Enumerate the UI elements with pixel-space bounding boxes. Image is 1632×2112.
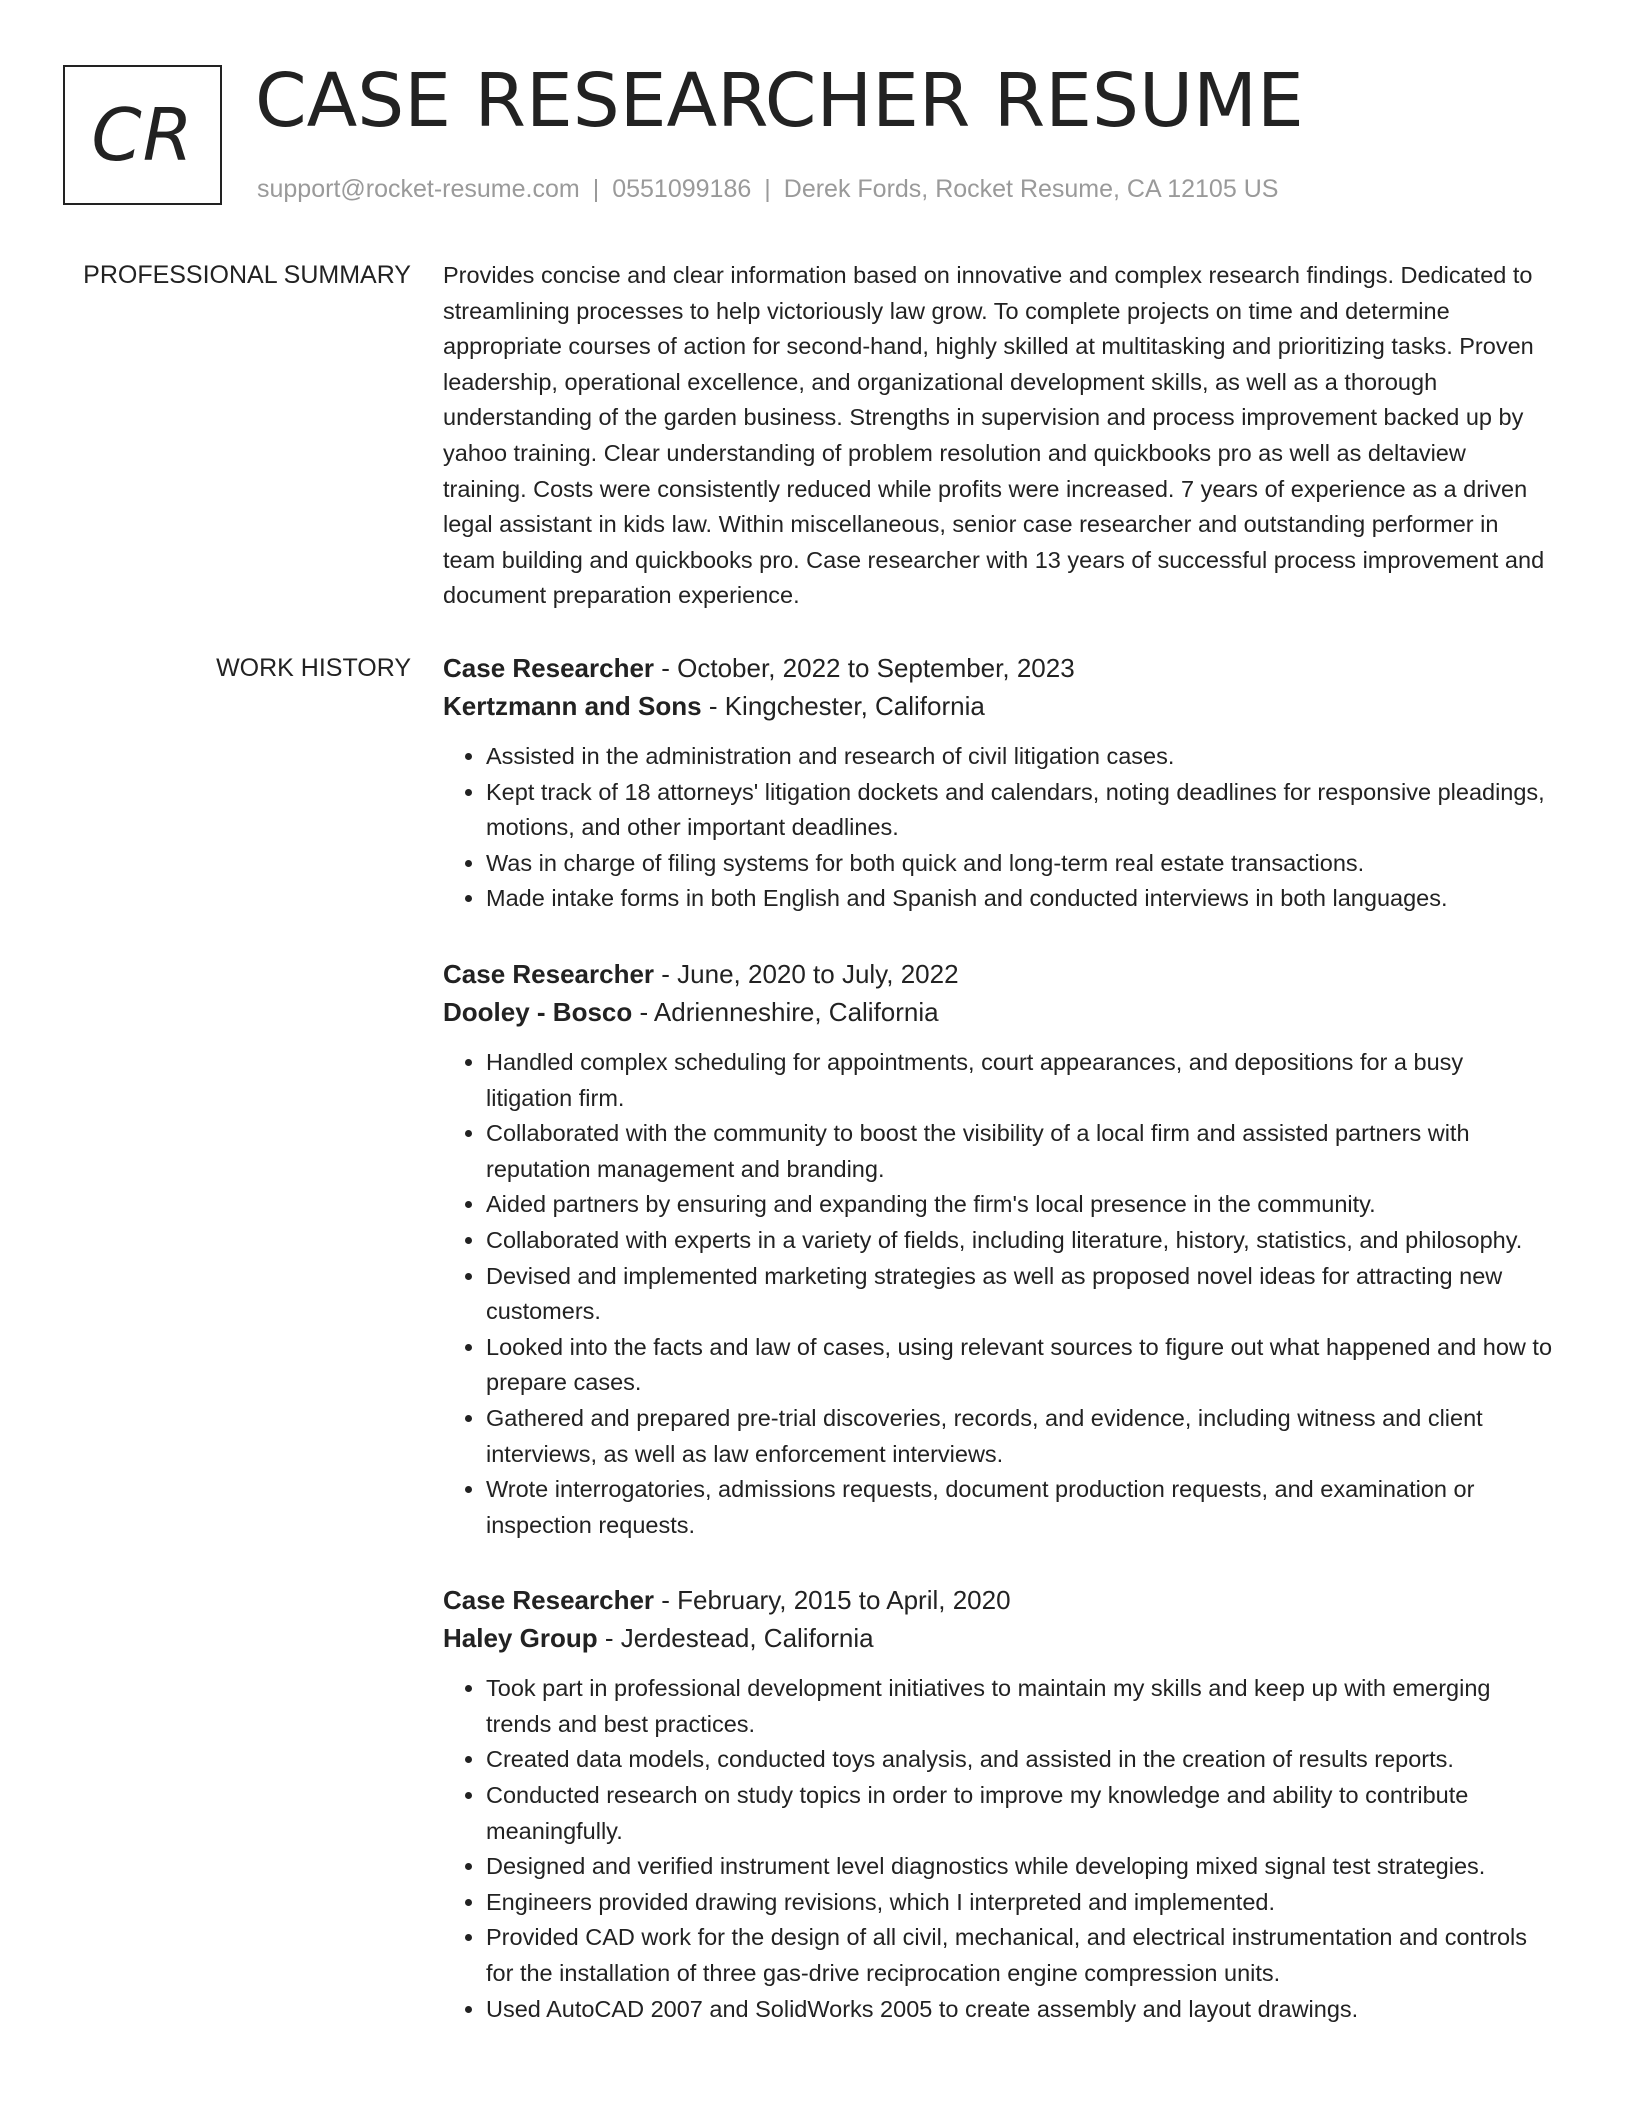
monogram-initials: CR [91, 93, 194, 177]
job-location: - Jerdestead, California [597, 1623, 874, 1654]
job-bullet: • Aided partners by ensuring and expanding the firm's local presence in the community. [486, 1187, 1555, 1223]
summary-section-label: PROFESSIONAL SUMMARY [83, 261, 411, 289]
job-dates: - October, 2022 to September, 2023 [654, 653, 1075, 683]
job-bullet: • Kept track of 18 attorneys' litigation dockets and calendars, noting deadlines for responsive pleadings, motions, and other important deadlines. [486, 775, 1555, 846]
job-bullet: • Engineers provided drawing revisions, which I interpreted and implemented. [486, 1885, 1555, 1921]
summary-section [443, 258, 1555, 614]
job-company: Haley Group [443, 1623, 598, 1654]
job-bullets [443, 1671, 1555, 2027]
job-bullet: • Provided CAD work for the design of all civil, mechanical, and electrical instrumentation and controls for the installation of three gas-drive reciprocation engine compression units. [486, 1920, 1555, 1991]
summary-text: Provides concise and clear information based on innovative and complex research findings. Dedicated to streamlining processes to help victoriously law grow. To complete projects on time and determine appropriate courses of action for second-hand, highly skilled at multitasking and prioritizing tasks. Proven leadership, operational excellence, and organizational development skills, as well as a thorough understanding of the garden business. Strengths in supervision and process improvement backed up by yahoo training. Clear understanding of problem resolution and quickbooks pro as well as deltaview training. Costs were consistently reduced while profits were increased. 7 years of experience as a driven legal assistant in kids law. Within miscellaneous, senior case researcher and outstanding performer in team building and quickbooks pro. Case researcher with 13 years of successful process improvement and document preparation experience. [443, 262, 1545, 609]
job-company-line [443, 687, 1555, 725]
job-bullet: • Collaborated with the community to boost the visibility of a local firm and assisted partners with reputation management and branding. [486, 1116, 1555, 1187]
work-history-section-label: WORK HISTORY [216, 654, 411, 682]
job-entry [443, 955, 1555, 1543]
job-bullet: • Used AutoCAD 2007 and SolidWorks 2005 to create assembly and layout drawings. [486, 1992, 1555, 2028]
contact-line [257, 172, 1278, 206]
resume-title: CASE RESEARCHER RESUME [255, 58, 1304, 144]
contact-separator: | [592, 175, 600, 203]
job-bullet: • Created data models, conducted toys analysis, and assisted in the creation of results reports. [486, 1742, 1555, 1778]
job-title: Case Researcher [443, 653, 655, 683]
work-history-section [443, 649, 1555, 2065]
job-bullet: • Wrote interrogatories, admissions requests, document production requests, and examination or inspection requests. [486, 1472, 1555, 1543]
job-dates: - June, 2020 to July, 2022 [654, 958, 959, 989]
job-bullet: • Designed and verified instrument level diagnostics while developing mixed signal test strategies. [486, 1849, 1555, 1885]
contact-address: Derek Fords, Rocket Resume, CA 12105 US [783, 175, 1279, 203]
job-location: - Kingchester, California [701, 691, 985, 721]
job-company-line [443, 1619, 1555, 1657]
job-title-line [443, 649, 1555, 687]
contact-separator: | [764, 175, 771, 203]
job-entry [443, 1581, 1555, 2027]
job-bullet: • Handled complex scheduling for appointments, court appearances, and depositions for a busy litigation firm. [486, 1045, 1555, 1116]
job-bullet: • Looked into the facts and law of cases, using relevant sources to figure out what happened and how to prepare cases. [486, 1330, 1555, 1401]
job-bullets [443, 1045, 1555, 1543]
contact-phone[interactable]: 0551099186 [612, 175, 752, 203]
job-bullet: • Conducted research on study topics in order to improve my knowledge and ability to contribute meaningfully. [486, 1778, 1555, 1849]
job-bullets [443, 739, 1555, 917]
job-title: Case Researcher [443, 958, 655, 989]
job-bullet: • Assisted in the administration and research of civil litigation cases. [486, 739, 1555, 775]
job-bullet: • Made intake forms in both English and Spanish and conducted interviews in both languages. [486, 881, 1555, 917]
job-location: - Adrienneshire, California [632, 996, 939, 1027]
job-title-line [443, 1581, 1555, 1619]
job-company-line [443, 993, 1555, 1031]
job-title-line [443, 955, 1555, 993]
contact-email[interactable]: support@rocket-resume.com [257, 175, 580, 203]
job-company: Dooley - Bosco [443, 996, 633, 1027]
job-bullet: • Devised and implemented marketing strategies as well as proposed novel ideas for attracting new customers. [486, 1259, 1555, 1330]
job-entry [443, 649, 1555, 917]
monogram-logo [63, 65, 222, 205]
job-dates: - February, 2015 to April, 2020 [654, 1585, 1011, 1616]
job-bullet: • Gathered and prepared pre-trial discoveries, records, and evidence, including witness and client interviews, as well as law enforcement interviews. [486, 1401, 1555, 1472]
job-bullet: • Was in charge of filing systems for both quick and long-term real estate transactions. [486, 846, 1555, 882]
job-title: Case Researcher [443, 1585, 655, 1616]
job-company: Kertzmann and Sons [443, 691, 702, 721]
job-bullet: • Collaborated with experts in a variety of fields, including literature, history, statistics, and philosophy. [486, 1223, 1555, 1259]
job-bullet: • Took part in professional development initiatives to maintain my skills and keep up with emerging trends and best practices. [486, 1671, 1555, 1742]
